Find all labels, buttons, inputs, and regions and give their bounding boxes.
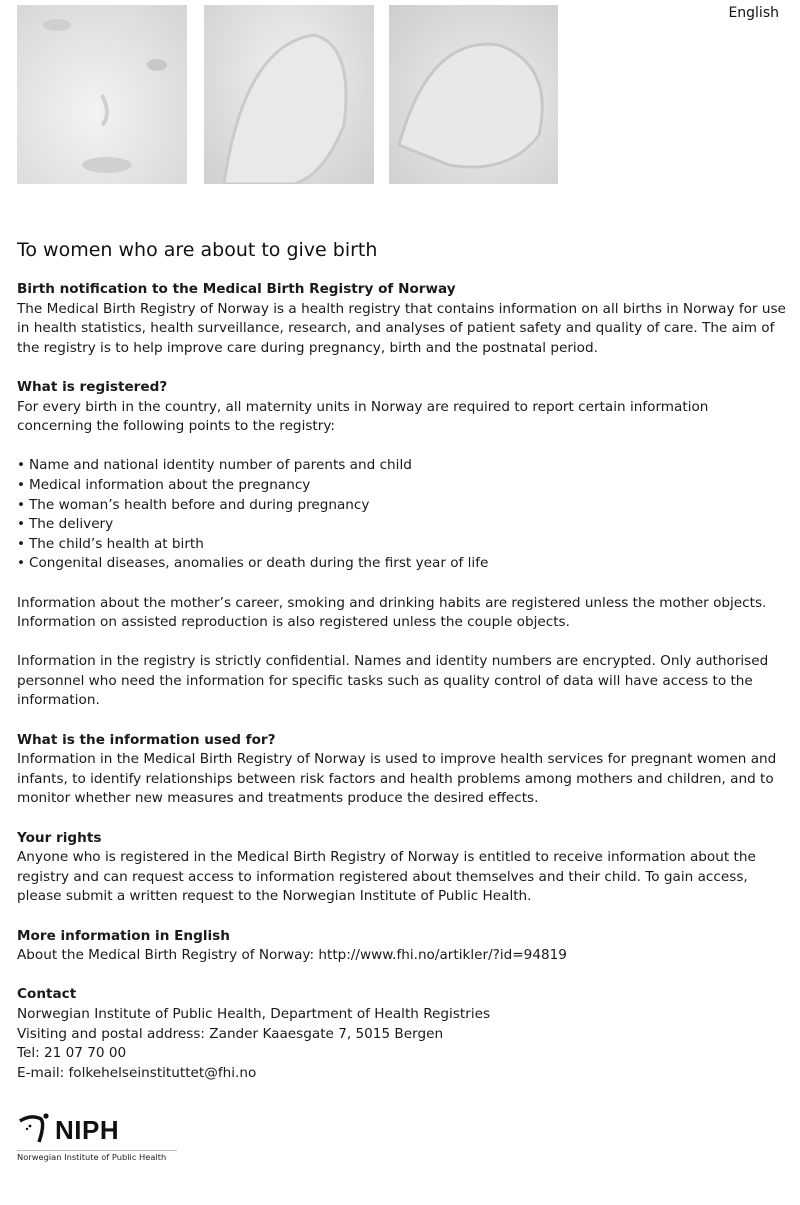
section-text: The Medical Birth Registry of Norway is a health registry that contains information on all births in Norway for use in health statistics, health surveillance, research, and analyses of patient safety and quality of care. The aim of the registry is to help improve care during pregnancy, birth and the postnatal period. — [17, 300, 786, 356]
section-your-rights — [17, 829, 787, 907]
logo-name: NIPH — [55, 1114, 120, 1145]
contact-address: Visiting and postal address: Zander Kaaesgate 7, 5015 Bergen — [17, 1025, 444, 1042]
section-heading: What is the information used for? — [17, 731, 276, 748]
section-text: Information in the registry is strictly confidential. Names and identity numbers are encrypted. Only authorised personnel who need the information for specific tasks such as quality control of data will have access to the information. — [17, 653, 769, 709]
more-info-link-text: About the Medical Birth Registry of Norway: http://www.fhi.no/artikler/?id=94819 — [17, 947, 567, 964]
list-item: • The delivery — [17, 515, 787, 535]
logo-divider — [17, 1150, 177, 1151]
list-item: • Name and national identity number of parents and child — [17, 456, 787, 476]
section-heading: More information in English — [17, 927, 230, 944]
section-heading: Contact — [17, 986, 77, 1003]
language-link[interactable]: English — [728, 5, 779, 21]
section-heading: What is registered? — [17, 378, 168, 395]
section-contact — [17, 985, 787, 1083]
section-text: Information in the Medical Birth Registry of Norway is used to improve health services for pregnant women and infants, to identify relationships between risk factors and health problems among mothers and children, and to monitor whether new measures and treatments produce the desired effects. — [17, 751, 777, 807]
niph-logo — [17, 1112, 177, 1162]
contact-department: Norwegian Institute of Public Health, Department of Health Registries — [17, 1005, 491, 1022]
logo-subtitle: Norwegian Institute of Public Health — [17, 1152, 167, 1162]
baby-face-photo — [17, 5, 187, 184]
page-title: To women who are about to give birth — [17, 239, 378, 261]
document-body — [17, 238, 787, 1083]
registered-items-list — [17, 456, 787, 574]
baby-fist-photo — [389, 5, 558, 184]
section-what-registered — [17, 378, 787, 711]
niph-logo-icon — [17, 1112, 51, 1148]
list-item: • The child’s health at birth — [17, 535, 787, 555]
section-birth-notification — [17, 280, 787, 358]
list-item: • Congenital diseases, anomalies or death during the first year of life — [17, 554, 787, 574]
section-text: For every birth in the country, all maternity units in Norway are required to report certain information concerning the following points to the registry: — [17, 398, 709, 435]
contact-phone: Tel: 21 07 70 00 — [17, 1045, 127, 1062]
section-text: Anyone who is registered in the Medical Birth Registry of Norway is entitled to receive information about the registry and can request access to information registered about themselves and their child. To gain access, please submit a written request to the Norwegian Institute of Public Health. — [17, 849, 756, 905]
contact-email: E-mail: folkehelseinstituttet@fhi.no — [17, 1064, 257, 1081]
list-item: • Medical information about the pregnancy — [17, 476, 787, 496]
list-item: • The woman’s health before and during pregnancy — [17, 496, 787, 516]
section-heading: Birth notification to the Medical Birth Registry of Norway — [17, 281, 456, 297]
baby-hand-photo — [204, 5, 374, 184]
section-information-use — [17, 731, 787, 809]
section-heading: Your rights — [17, 829, 102, 846]
section-more-info — [17, 927, 787, 966]
section-text: Information about the mother’s career, smoking and drinking habits are registered unless the mother objects. Information on assisted reproduction is also registered unless the couple objects. — [17, 594, 767, 631]
